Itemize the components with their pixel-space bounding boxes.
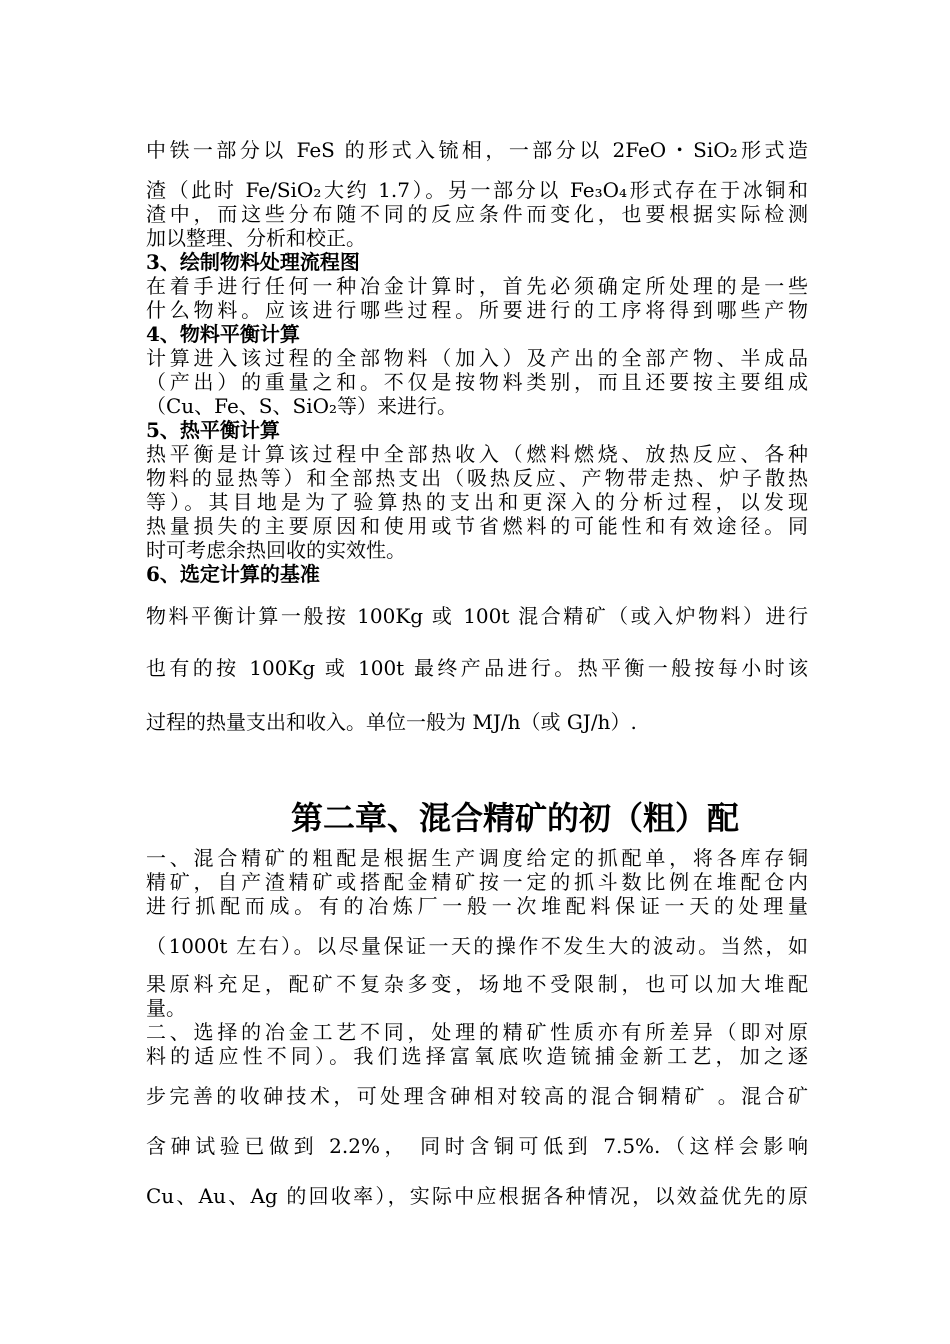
text-line: 一、混合精矿的粗配是根据生产调度给定的抓配单，将各库存铜	[146, 846, 808, 870]
text-line: 步完善的收砷技术，可处理含砷相对较高的混合铜精矿 。混合矿	[146, 1084, 808, 1108]
text-line: Cu、Au、Ag 的回收率），实际中应根据各种情况，以效益优先的原	[146, 1184, 808, 1208]
text-line: 也有的按 100Kg 或 100t 最终产品进行。热平衡一般按每小时该	[146, 656, 808, 680]
text-line: 在着手进行任何一种冶金计算时，首先必须确定所处理的是一些	[146, 274, 808, 298]
text-line: 进行抓配而成。有的冶炼厂一般一次堆配料保证一天的处理量	[146, 894, 808, 918]
text-line: （1000t 左右）。以尽量保证一天的操作不发生大的波动。当然，如	[146, 934, 808, 958]
text-line: 热平衡是计算该过程中全部热收入（燃料燃烧、放热反应、各种	[146, 442, 808, 466]
text-line: 计算进入该过程的全部物料（加入）及产出的全部产物、半成品	[146, 346, 808, 370]
text-line: 等）。其目地是为了验算热的支出和更深入的分析过程，以发现	[146, 490, 808, 514]
section-heading-5: 5、热平衡计算	[146, 418, 280, 442]
text-line: 果原料充足，配矿不复杂多变，场地不受限制，也可以加大堆配	[146, 972, 808, 996]
text-line: 渣（此时 Fe/SiO₂大约 1.7）。另一部分以 Fe₃O₄形式存在于冰铜和	[146, 178, 808, 202]
section-heading-4: 4、物料平衡计算	[146, 322, 300, 346]
text-line: 含砷试验已做到 2.2%， 同时含铜可低到 7.5%.（这样会影响	[146, 1134, 808, 1158]
text-line: 渣中，而这些分布随不同的反应条件而变化，也要根据实际检测	[146, 202, 808, 226]
text-line: （产出）的重量之和。不仅是按物料类别，而且还要按主要组成	[146, 370, 808, 394]
text-line: 什么物料。应该进行哪些过程。所要进行的工序将得到哪些产物	[146, 298, 808, 322]
text-line: 量。	[146, 996, 186, 1020]
text-line: 物料的显热等）和全部热支出（吸热反应、产物带走热、炉子散热	[146, 466, 808, 490]
text-line: 热量损失的主要原因和使用或节省燃料的可能性和有效途径。同	[146, 514, 808, 538]
section-heading-6: 6、选定计算的基准	[146, 562, 320, 586]
text-line: 时可考虑余热回收的实效性。	[146, 538, 406, 562]
chapter-title: 第二章、混合精矿的初（粗）配	[290, 799, 739, 837]
text-line: 中铁一部分以 FeS 的形式入锍相，一部分以 2FeO・SiO₂形式造	[146, 138, 808, 162]
text-line: 物料平衡计算一般按 100Kg 或 100t 混合精矿（或入炉物料）进行	[146, 604, 808, 628]
text-line: 加以整理、分析和校正。	[146, 226, 366, 250]
text-line: 二、选择的冶金工艺不同，处理的精矿性质亦有所差异（即对原	[146, 1020, 808, 1044]
text-line: 精矿，自产渣精矿或搭配金精矿按一定的抓斗数比例在堆配仓内	[146, 870, 808, 894]
text-line: 料的适应性不同）。我们选择富氧底吹造锍捕金新工艺，加之逐	[146, 1044, 808, 1068]
text-line: 过程的热量支出和收入。单位一般为 MJ/h（或 GJ/h）.	[146, 710, 637, 734]
text-line: （Cu、Fe、S、SiO₂等）来进行。	[146, 394, 458, 418]
section-heading-3: 3、绘制物料处理流程图	[146, 250, 360, 274]
